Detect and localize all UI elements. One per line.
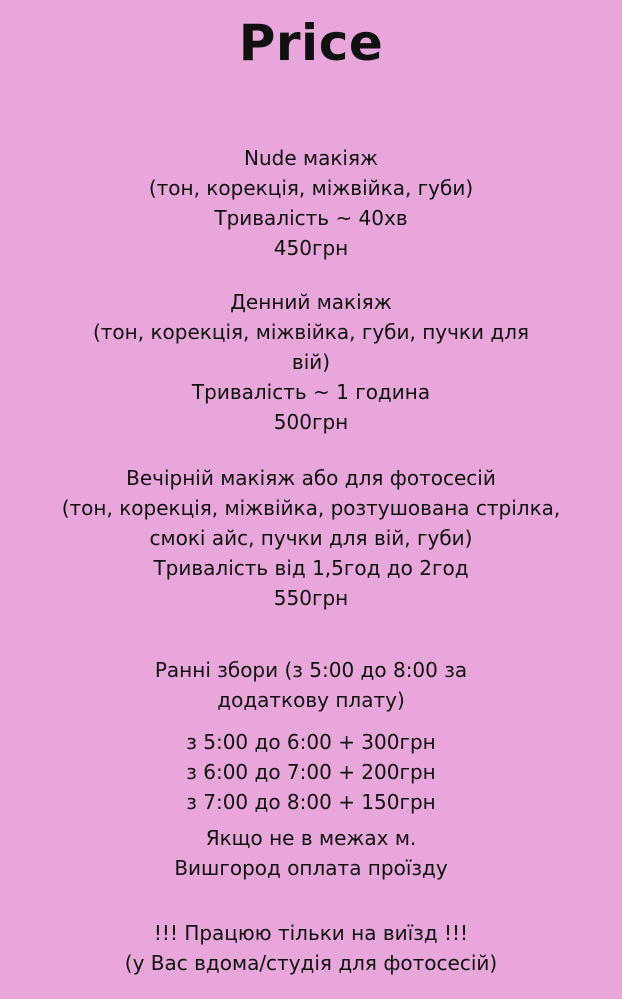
travel-note-text: Вишгород оплата проїзду bbox=[174, 856, 448, 880]
service-includes: вій) bbox=[291, 350, 331, 374]
early-slot: з 5:00 до 6:00 + 300грн bbox=[186, 730, 436, 754]
service-day bbox=[0, 287, 622, 437]
service-includes: смокі айс, пучки для вій, губи) bbox=[149, 526, 473, 550]
service-includes: (тон, корекція, міжвійка, розтушована стрілка, bbox=[61, 496, 561, 520]
service-duration: Тривалість ~ 40хв bbox=[214, 206, 408, 230]
service-name: Денний макіяж bbox=[230, 290, 392, 314]
travel-note bbox=[0, 823, 622, 883]
footer-note bbox=[0, 918, 622, 978]
service-name: Вечірній макіяж або для фотосесій bbox=[126, 466, 496, 490]
early-slot: з 6:00 до 7:00 + 200грн bbox=[186, 760, 436, 784]
service-duration: Тривалість від 1,5год до 2год bbox=[153, 556, 469, 580]
service-price: 450грн bbox=[273, 236, 349, 260]
service-name: Nude макіяж bbox=[243, 146, 379, 170]
early-slots bbox=[0, 727, 622, 817]
footer-text: !!! Працюю тільки на виїзд !!! bbox=[153, 921, 469, 945]
early-slot: з 7:00 до 8:00 + 150грн bbox=[186, 790, 436, 814]
travel-note-text: Якщо не в межах м. bbox=[205, 826, 417, 850]
early-heading-text: Ранні збори (з 5:00 до 8:00 за bbox=[154, 658, 468, 682]
early-heading-text: додаткову плату) bbox=[217, 688, 405, 712]
service-evening bbox=[0, 463, 622, 613]
service-price: 550грн bbox=[273, 586, 349, 610]
service-nude bbox=[0, 143, 622, 263]
service-duration: Тривалість ~ 1 година bbox=[191, 380, 431, 404]
footer-text: (у Вас вдома/студія для фотосесій) bbox=[124, 951, 498, 975]
service-includes: (тон, корекція, міжвійка, губи, пучки для bbox=[92, 320, 530, 344]
early-heading bbox=[0, 655, 622, 715]
service-includes: (тон, корекція, міжвійка, губи) bbox=[148, 176, 474, 200]
page-title: Price bbox=[238, 14, 384, 72]
service-price: 500грн bbox=[273, 410, 349, 434]
